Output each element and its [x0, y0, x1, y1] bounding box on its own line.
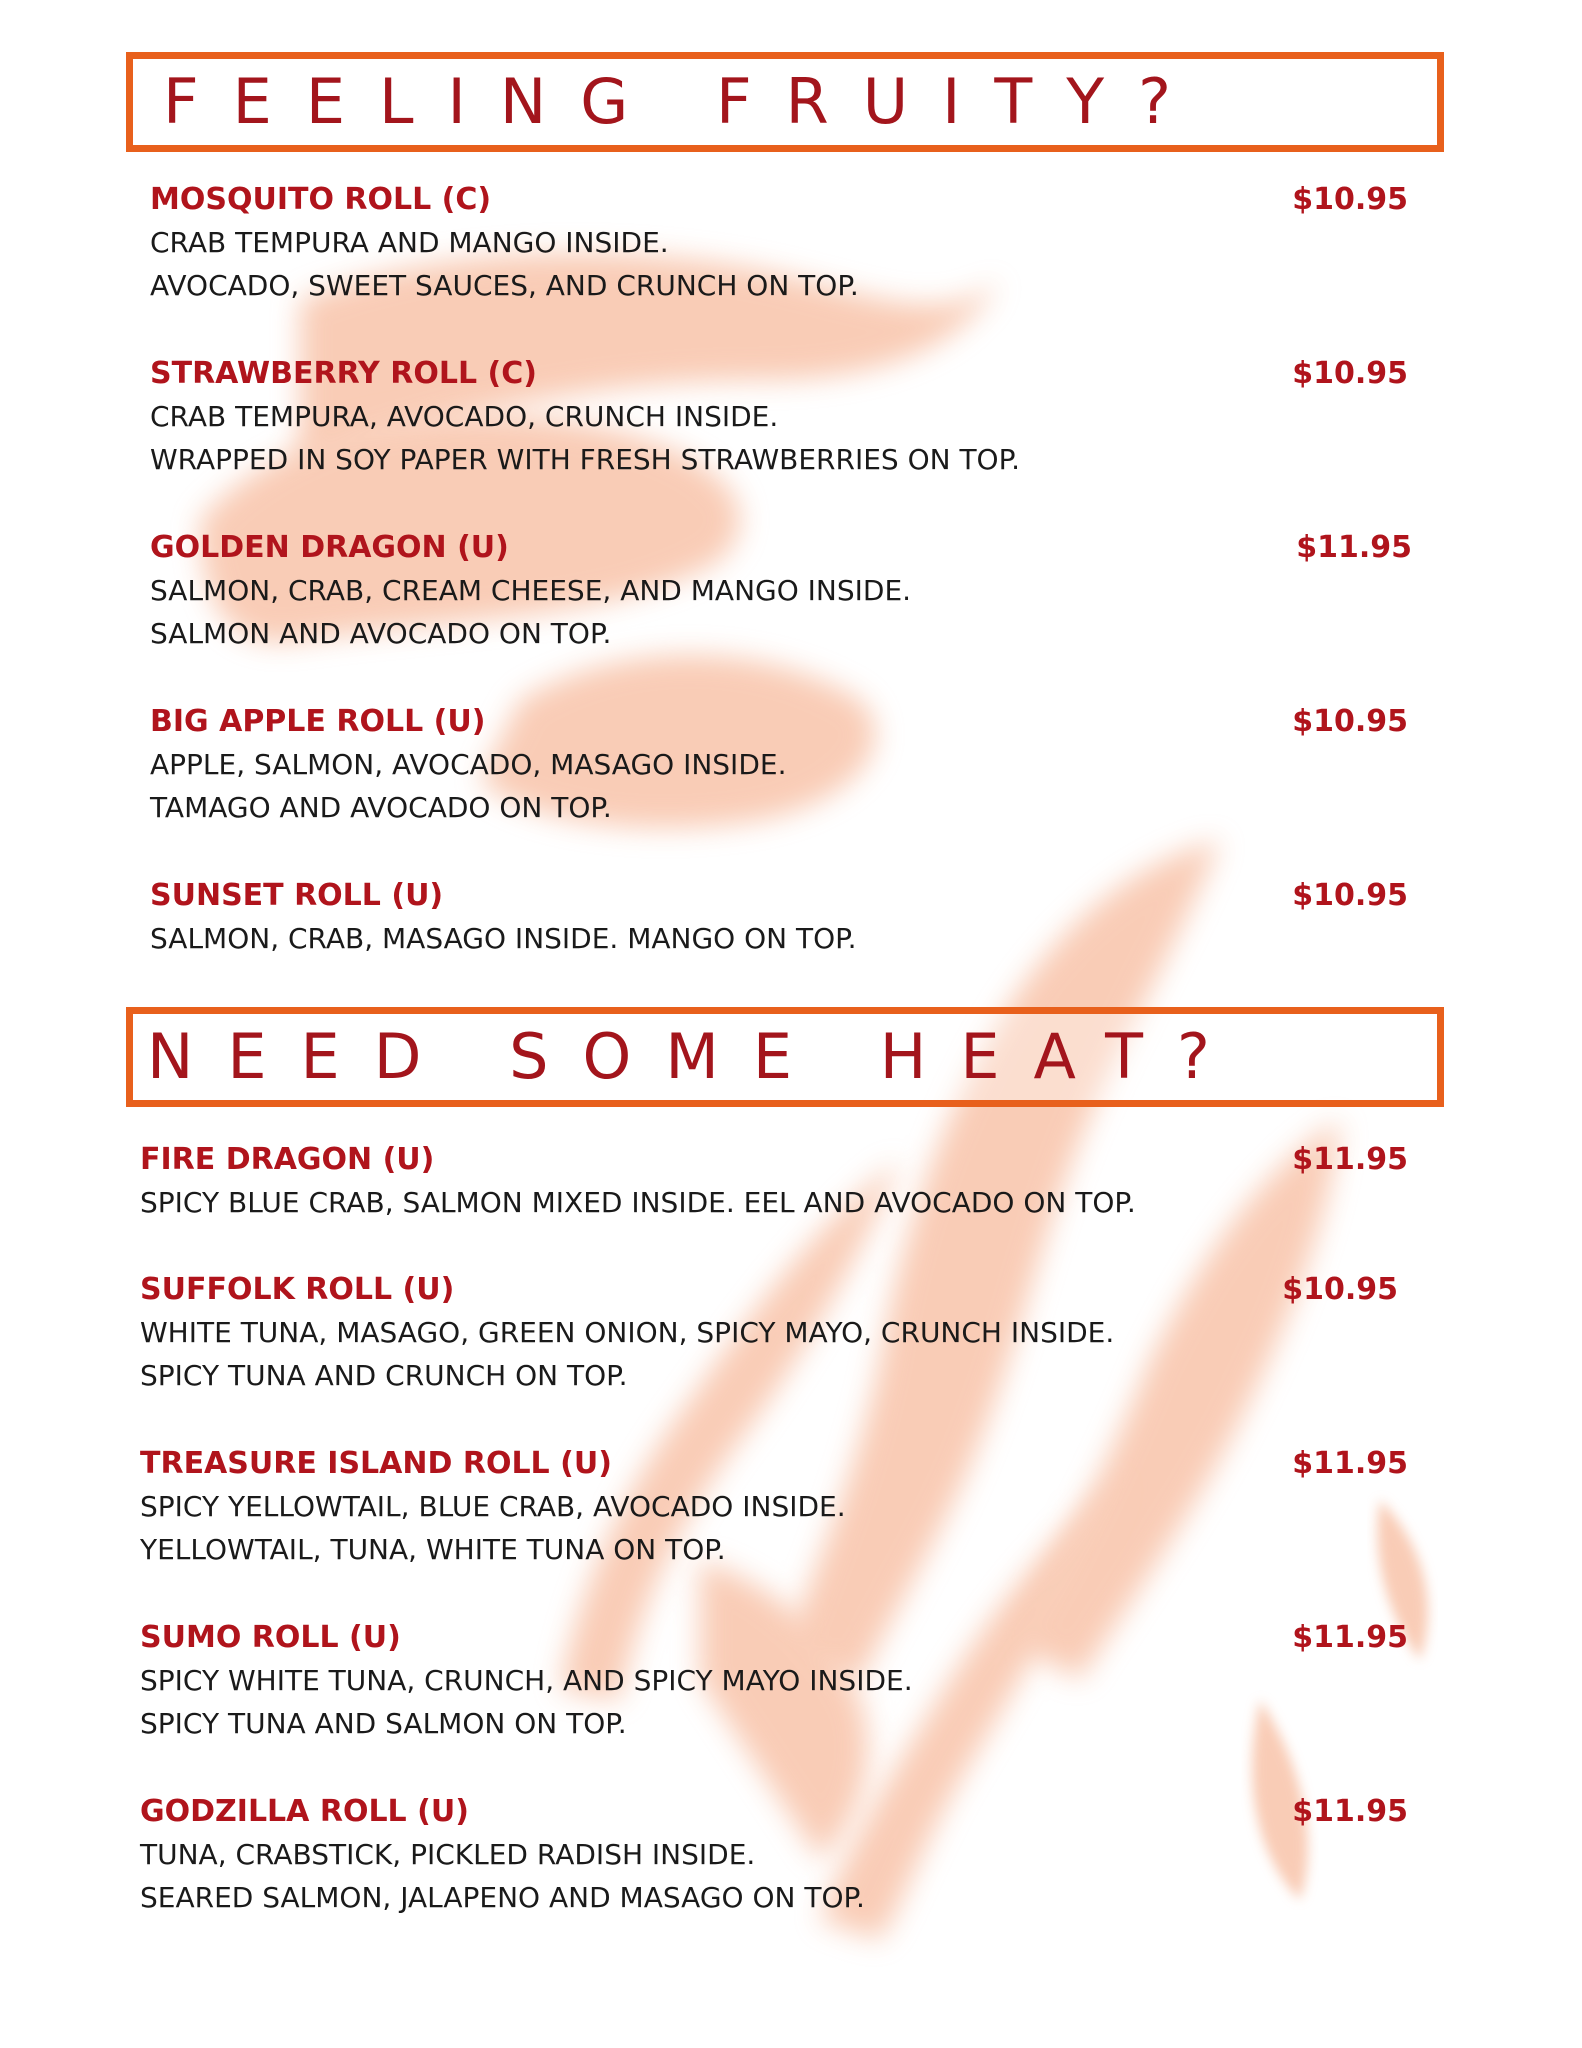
- item-description: SALMON, CRAB, CREAM CHEESE, AND MANGO INSIDE.: [150, 574, 912, 607]
- item-name: GODZILLA ROLL (U): [140, 1794, 469, 1829]
- item-description: YELLOWTAIL, TUNA, WHITE TUNA ON TOP.: [140, 1533, 726, 1566]
- item-price: $11.95: [1292, 1794, 1408, 1829]
- item-description: SPICY BLUE CRAB, SALMON MIXED INSIDE. EEL AND AVOCADO ON TOP.: [140, 1186, 1136, 1219]
- menu-item: [140, 1442, 846, 1571]
- item-name: SUFFOLK ROLL (U): [140, 1272, 455, 1307]
- item-price: $11.95: [1292, 1620, 1408, 1655]
- item-name: BIG APPLE ROLL (U): [150, 704, 486, 739]
- item-description: CRAB TEMPURA AND MANGO INSIDE.: [150, 226, 669, 259]
- item-description: SALMON AND AVOCADO ON TOP.: [150, 617, 612, 650]
- menu-item: [150, 874, 857, 960]
- item-name: STRAWBERRY ROLL (C): [150, 356, 537, 391]
- item-price: $10.95: [1292, 356, 1408, 391]
- item-price: $10.95: [1282, 1272, 1398, 1307]
- section-header-heat: [126, 1007, 1444, 1107]
- item-price: $11.95: [1296, 530, 1412, 565]
- item-name: TREASURE ISLAND ROLL (U): [140, 1446, 612, 1481]
- menu-item: [140, 1268, 1114, 1397]
- item-price: $10.95: [1292, 182, 1408, 217]
- item-description: SPICY TUNA AND SALMON ON TOP.: [140, 1707, 627, 1740]
- item-price: $10.95: [1292, 704, 1408, 739]
- item-price: $11.95: [1292, 1446, 1408, 1481]
- item-name: GOLDEN DRAGON (U): [150, 530, 509, 565]
- item-price: $10.95: [1292, 878, 1408, 913]
- item-description: AVOCADO, SWEET SAUCES, AND CRUNCH ON TOP.: [150, 269, 859, 302]
- item-description: SEARED SALMON, JALAPENO AND MASAGO ON TOP.: [140, 1881, 865, 1914]
- menu-item: [140, 1138, 1136, 1224]
- menu-item: [150, 700, 786, 829]
- section-title: NEED SOME HEAT?: [147, 1020, 1244, 1093]
- item-description: WHITE TUNA, MASAGO, GREEN ONION, SPICY MAYO, CRUNCH INSIDE.: [140, 1316, 1115, 1349]
- menu-item: [140, 1790, 865, 1919]
- item-description: TAMAGO AND AVOCADO ON TOP.: [150, 791, 612, 824]
- section-title: FEELING FRUITY?: [163, 65, 1206, 138]
- item-description: APPLE, SALMON, AVOCADO, MASAGO INSIDE.: [150, 748, 787, 781]
- item-description: WRAPPED IN SOY PAPER WITH FRESH STRAWBERRIES ON TOP.: [150, 443, 1021, 476]
- item-description: SPICY TUNA AND CRUNCH ON TOP.: [140, 1359, 628, 1392]
- menu-item: [140, 1616, 913, 1745]
- item-description: CRAB TEMPURA, AVOCADO, CRUNCH INSIDE.: [150, 400, 779, 433]
- item-price: $11.95: [1292, 1142, 1408, 1177]
- menu-item: [150, 178, 859, 307]
- item-description: TUNA, CRABSTICK, PICKLED RADISH INSIDE.: [140, 1838, 756, 1871]
- menu-item: [150, 352, 1020, 481]
- menu-item: [150, 526, 911, 655]
- section-header-fruity: [126, 52, 1444, 152]
- item-name: MOSQUITO ROLL (C): [150, 182, 492, 217]
- item-description: SPICY WHITE TUNA, CRUNCH, AND SPICY MAYO INSIDE.: [140, 1664, 913, 1697]
- item-name: SUMO ROLL (U): [140, 1620, 401, 1655]
- item-description: SPICY YELLOWTAIL, BLUE CRAB, AVOCADO INSIDE.: [140, 1490, 846, 1523]
- item-name: FIRE DRAGON (U): [140, 1142, 435, 1177]
- item-description: SALMON, CRAB, MASAGO INSIDE. MANGO ON TOP.: [150, 922, 857, 955]
- item-name: SUNSET ROLL (U): [150, 878, 444, 913]
